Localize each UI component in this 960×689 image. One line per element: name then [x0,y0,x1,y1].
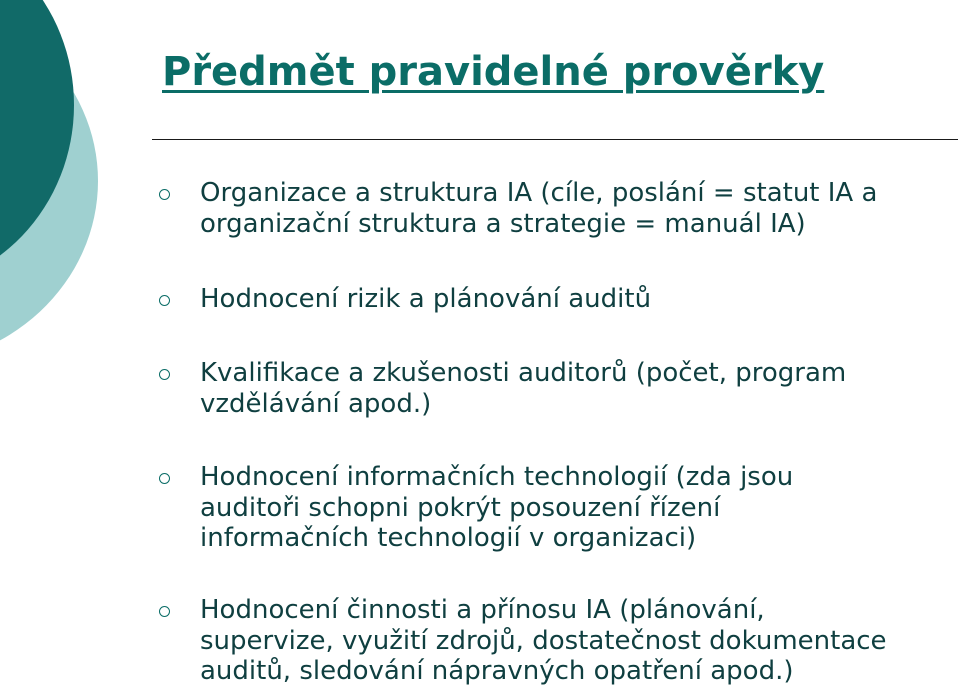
circle-bullet-icon [159,606,170,617]
bullet-line: Hodnocení informačních technologií (zda jsou [200,462,794,492]
circle-bullet-icon [159,473,170,484]
bullet-line: supervize, využití zdrojů, dostatečnost dokumentace [200,625,887,656]
title-divider [152,139,958,140]
bullet-line: Hodnocení rizik a plánování auditů [200,284,652,314]
bullet-line: auditoři schopni pokrýt posouzení řízení [200,492,721,523]
bullet-line: Organizace a struktura IA (cíle, poslání = statut IA a [200,178,878,208]
circle-bullet-icon [159,369,170,380]
bullet-line: Hodnocení činnosti a přínosu IA (plánování, [200,595,765,625]
bullet-line: informačních technologií v organizaci) [200,523,697,553]
bullet-line: auditů, sledování nápravných opatření apod.) [200,656,794,686]
bullet-text [200,358,846,419]
bullet-line: organizační struktura a strategie = manuál IA) [200,208,806,239]
circle-bullet-icon [159,295,170,306]
bullet-text [200,178,877,239]
bullet-text [200,595,887,687]
bullet-text [200,284,651,315]
circle-bullet-icon [159,189,170,200]
bullet-text [200,462,793,554]
slide-title: Předmět pravidelné prověrky [162,49,825,95]
bullet-line: vzdělávání apod.) [200,388,432,419]
bullet-line: Kvalifikace a zkušenosti auditorů (počet, program [200,358,847,388]
